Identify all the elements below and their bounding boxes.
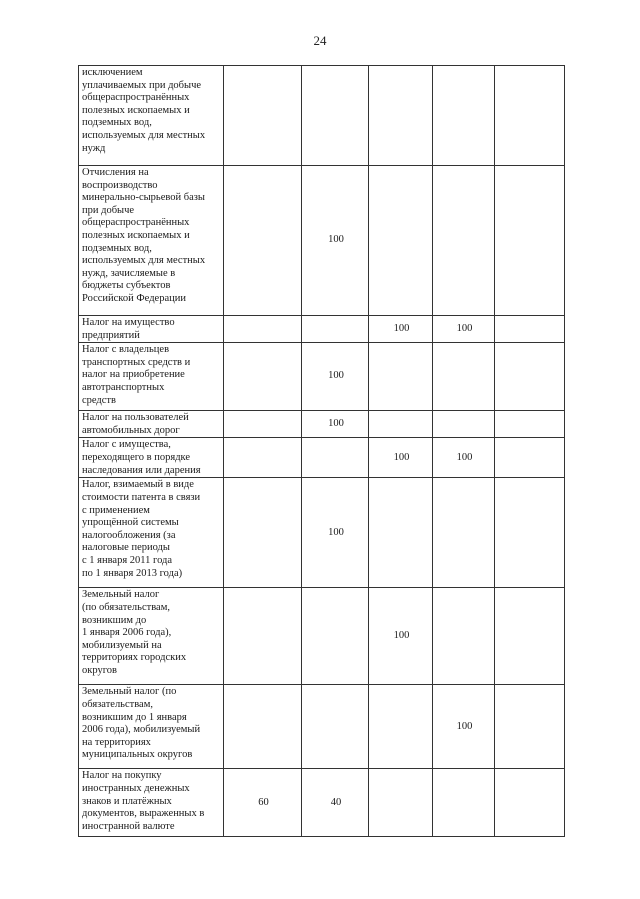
value-cell [302, 685, 369, 769]
table-row [79, 66, 565, 166]
value-cell [224, 343, 302, 411]
value-cell [302, 316, 369, 343]
value-cell [224, 438, 302, 478]
table-row [79, 343, 565, 411]
value-cell [433, 769, 495, 837]
value-cell: 100 [369, 316, 433, 343]
value-cell [495, 66, 565, 166]
value-cell [495, 343, 565, 411]
revenue-name-cell: Налог на пользователей автомобильных дорог [79, 411, 224, 438]
value-cell [369, 685, 433, 769]
value-cell [495, 438, 565, 478]
value-cell: 100 [302, 411, 369, 438]
value-cell: 100 [302, 478, 369, 588]
value-cell: 100 [433, 685, 495, 769]
table-row [79, 769, 565, 837]
value-cell [302, 66, 369, 166]
value-cell [224, 66, 302, 166]
value-cell [224, 166, 302, 316]
value-cell [495, 769, 565, 837]
value-cell: 100 [302, 166, 369, 316]
value-cell [224, 316, 302, 343]
value-cell: 40 [302, 769, 369, 837]
table-row [79, 166, 565, 316]
value-cell [495, 588, 565, 685]
revenue-name-cell: исключением уплачиваемых при добыче общераспространённых полезных ископаемых и подземных вод, используемых для местных нужд [79, 66, 224, 166]
revenue-name-cell: Налог на имущество предприятий [79, 316, 224, 343]
budget-distribution-table [78, 65, 565, 837]
value-cell [433, 478, 495, 588]
revenue-name-cell: Отчисления на воспроизводство минерально-сырьевой базы при добыче общераспространённых полезных ископаемых и подземных вод, используемых для местных нужд, зачисляемые в бюджеты субъектов Российской Федерации [79, 166, 224, 316]
value-cell [433, 588, 495, 685]
value-cell [224, 478, 302, 588]
value-cell [495, 411, 565, 438]
value-cell: 100 [433, 316, 495, 343]
value-cell [495, 478, 565, 588]
value-cell [369, 769, 433, 837]
value-cell [495, 166, 565, 316]
table-row [79, 411, 565, 438]
value-cell [224, 588, 302, 685]
table-body [79, 66, 565, 837]
value-cell: 100 [369, 588, 433, 685]
value-cell [433, 343, 495, 411]
revenue-name-cell: Налог, взимаемый в виде стоимости патента в связи с применением упрощённой системы налогообложения (за налоговые периоды с 1 января 2011 года по 1 января 2013 года) [79, 478, 224, 588]
value-cell: 100 [369, 438, 433, 478]
value-cell [369, 478, 433, 588]
revenue-name-cell: Земельный налог (по обязательствам, возникшим до 1 января 2006 года), мобилизуемый на территориях муниципальных округов [79, 685, 224, 769]
table-row [79, 478, 565, 588]
value-cell [369, 411, 433, 438]
value-cell [495, 316, 565, 343]
value-cell [224, 685, 302, 769]
value-cell [302, 438, 369, 478]
table-row [79, 588, 565, 685]
revenue-name-cell: Налог с владельцев транспортных средств и налог на приобретение автотранспортных средств [79, 343, 224, 411]
revenue-name-cell: Земельный налог (по обязательствам, возникшим до 1 января 2006 года), мобилизуемый на территориях городских округов [79, 588, 224, 685]
value-cell [369, 343, 433, 411]
value-cell [224, 411, 302, 438]
value-cell: 60 [224, 769, 302, 837]
value-cell [433, 411, 495, 438]
value-cell [369, 166, 433, 316]
value-cell [302, 588, 369, 685]
value-cell [433, 66, 495, 166]
value-cell [433, 166, 495, 316]
value-cell: 100 [302, 343, 369, 411]
table-row [79, 316, 565, 343]
value-cell [495, 685, 565, 769]
revenue-name-cell: Налог на покупку иностранных денежных знаков и платёжных документов, выраженных в иностранной валюте [79, 769, 224, 837]
revenue-name-cell: Налог с имущества, переходящего в порядке наследования или дарения [79, 438, 224, 478]
page-number: 24 [313, 33, 327, 48]
table-row [79, 438, 565, 478]
value-cell [369, 66, 433, 166]
table-row [79, 685, 565, 769]
value-cell: 100 [433, 438, 495, 478]
